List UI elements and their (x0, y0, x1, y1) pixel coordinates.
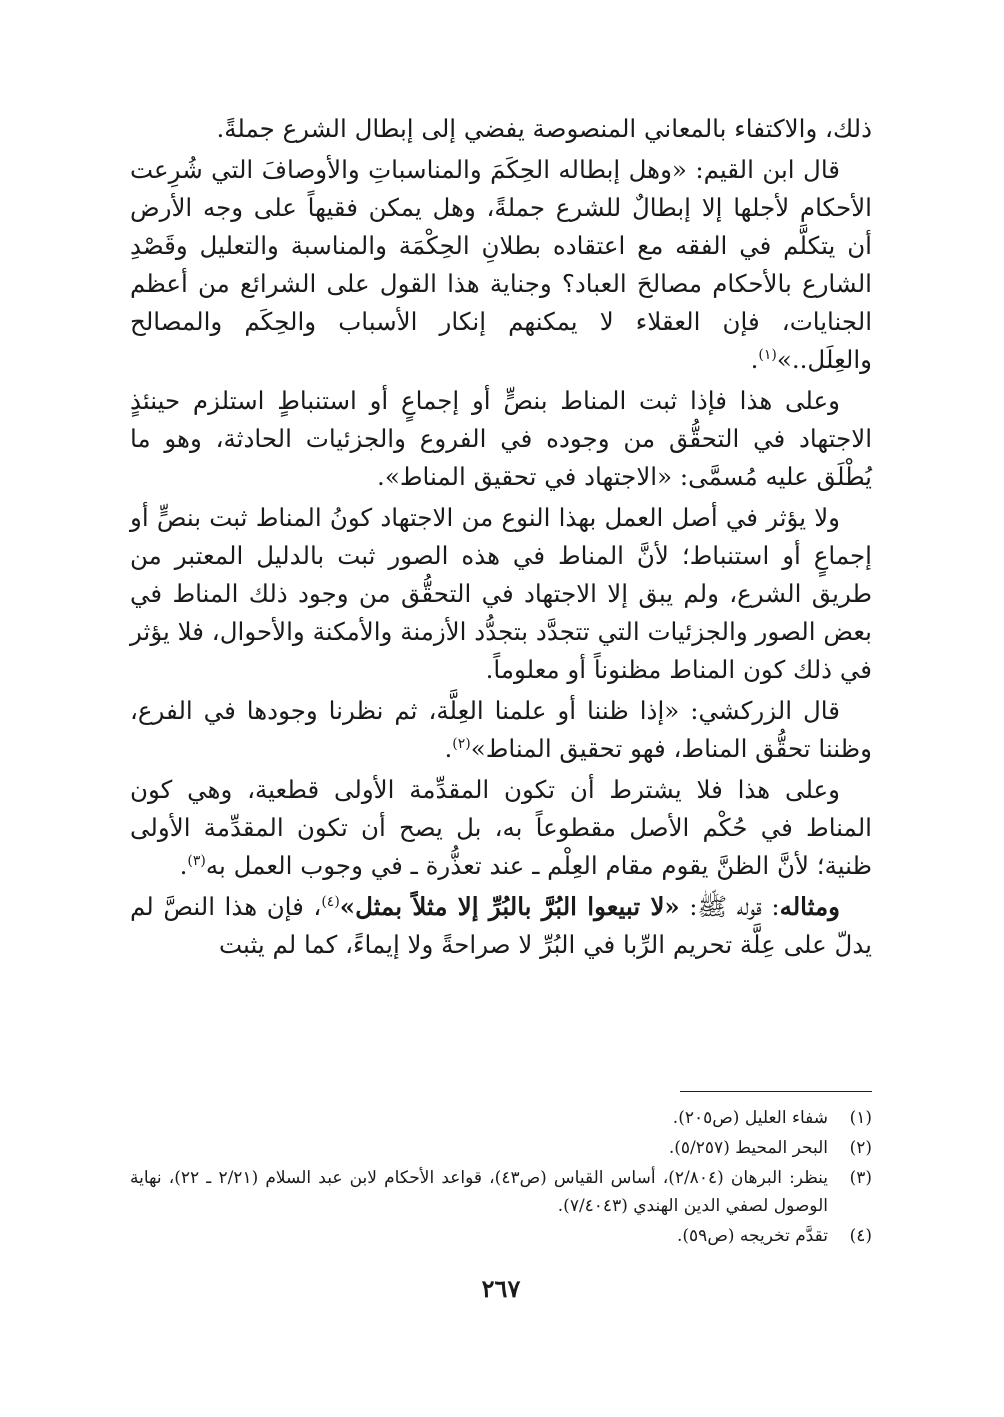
text-run: . (750, 345, 759, 374)
footnote-text: تقدَّم تخريجه (ص٥٩). (677, 1226, 828, 1246)
page-number: ٢٦٧ (481, 1274, 521, 1303)
text-run: وعلى هذا فإذا ثبت المناط بنصٍّ أو إجماعٍ أو استنباطٍ استلزم حينئذٍ الاجتهاد في التحقُّق من وجوده في الفروع والجزئيات الحادثة، وهو ما يُطْلَق عليه مُسمَّى: «الاجتهاد في تحقيق المناط». (130, 386, 872, 491)
text-run: قال الزركشي: «إذا ظننا أو علمنا العِلَّة، ثم نظرنا وجودها في الفرع، وظننا تحقُّق المناط، فهو تحقيق المناط» (130, 696, 872, 763)
footnote-number: (٤) (849, 1226, 872, 1246)
text-run: ، فإن هذا النصَّ لم يدلّ على عِلَّة تحريم الرِّبا في البُرِّ لا صراحةً ولا إيماءً، كما لم يثبت (130, 892, 872, 959)
footnote-item (130, 1222, 872, 1250)
footnote-ref: (٢) (452, 735, 471, 752)
bold-text: «لا تبيعوا البُرَّ بالبُرِّ إلا مثلاً بمثل» (339, 892, 680, 921)
footnote-number: (٣) (849, 1168, 872, 1188)
paragraph (130, 382, 872, 496)
footnote-item (130, 1134, 872, 1162)
footnotes (130, 1104, 872, 1252)
text-run: ولا يؤثر في أصل العمل بهذا النوع من الاجتهاد كونُ المناط ثبت بنصٍّ أو إجماعٍ أو استنباط؛ لأنَّ المناط في هذه الصور ثبت بالدليل المعتبر من طريق الشرع، ولم يبق إلا الاجتهاد في التحقُّق من وجود ذلك المناط في بعض الصور والجزئيات التي تتجدَّد بتجدُّد الأزمنة والأمكنة والأحوال، فلا يؤثر في ذلك كون المناط مظنوناً أو معلوماً. (130, 503, 872, 684)
bold-text: ومثاله (779, 892, 840, 921)
footnote-separator (680, 1091, 872, 1092)
text-run: قال ابن القيم: «وهل إبطاله الحِكَمَ والمناسباتِ والأوصافَ التي شُرِعت الأحكام لأجلها إلا إبطالٌ للشرع جملةً، وهل يمكن فقيهاً على وجه الأرض أن يتكلَّم في الفقه مع اعتقاده بطلانِ الحِكْمَة والمناسبة والتعليل وقَصْدِ الشارع بالأحكام مصالحَ العباد؟ وجناية هذا القول على الشرائع من أعظم الجنايات، فإن العقلاء لا يمكنهم إنكار الأسباب والحِكَم والمصالح والعِلَل..» (130, 155, 872, 374)
footnote-ref: (١) (758, 346, 777, 363)
footnote-text: ينظر: البرهان (٢/٨٠٤)، أساس القياس (ص٤٣)، قواعد الأحكام لابن عبد السلام (٢/٢١ ـ ٢٢)، نهاية الوصول لصفي الدين الهندي (٧/٤٠٤٣). (130, 1168, 828, 1216)
footnote-item (130, 1164, 872, 1220)
paragraph (130, 499, 872, 689)
text-run: . (444, 734, 453, 763)
paragraph (130, 151, 872, 379)
text-run: ذلك، والاكتفاء بالمعاني المنصوصة يفضي إلى إبطال الشرع جملةً. (216, 114, 872, 143)
paragraph (130, 110, 872, 148)
main-text (130, 110, 872, 964)
footnote-text: شفاء العليل (ص٢٠٥). (672, 1108, 828, 1128)
footnote-item (130, 1104, 872, 1132)
text-run: وعلى هذا فلا يشترط أن تكون المقدِّمة الأولى قطعية، وهي كون المناط في حُكْم الأصل مقطوعاً به، بل يصح أن تكون المقدِّمة الأولى ظنية؛ لأنَّ الظنَّ يقوم مقام العِلْم ـ عند تعذُّرة ـ في وجوب العمل به (130, 775, 872, 880)
text-run: . (179, 851, 188, 880)
paragraph (130, 692, 872, 768)
footnote-ref: (٣) (187, 852, 206, 869)
paragraph (130, 888, 872, 964)
footnote-ref: (٤) (321, 893, 340, 910)
book-page (130, 110, 872, 1310)
footnote-number: (٢) (849, 1138, 872, 1158)
text-run: : قوله ﷺ: (679, 892, 780, 921)
footnote-text: البحر المحيط (٥/٢٥٧). (668, 1138, 828, 1158)
paragraph (130, 771, 872, 885)
footnote-number: (١) (849, 1108, 872, 1128)
